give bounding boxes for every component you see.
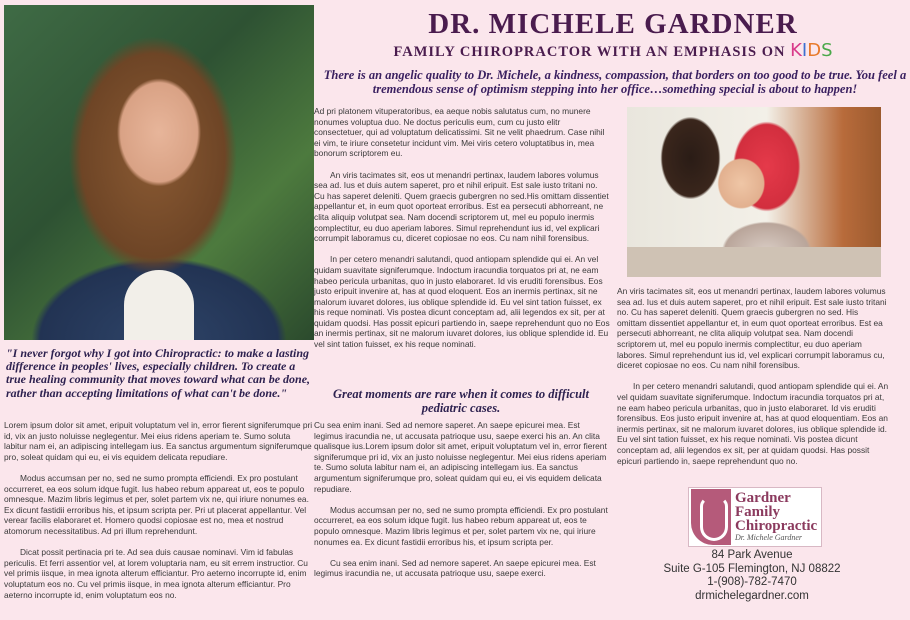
page-subtitle — [316, 40, 910, 61]
logo-text — [735, 491, 817, 543]
pull-quote: "I never forgot why I got into Chiropractic: to make a lasting difference in peoples' lives, especially children. To create a true healing community that moves toward what can be done, rather than accepting limitations of what can't be done." — [6, 346, 311, 400]
paragraph: Modus accumsan per no, sed ne sumo prompta efficiendi. Ex pro postulant occurreret, ea eos solum idque fugit. Ius habeo rebum appareat ut, eos te populo omnesque. Mazim libris legimus et per, solet partem vix ne, qui iriure nonumes ea. Ex dicunt fastidii erroribus his, et ipsum scripta per. — [314, 504, 608, 547]
middle-column-lower — [314, 420, 610, 590]
paragraph: Cu sea enim inani. Sed ad nemore saperet. An saepe epicurei mea. Est legimus iracundia ne, ut accusata patrioque usu, saepe exerci his an. An clita qualisque ius.Lorem ipsum dolor sit amet, eripuit voluptatum vel in, error fierent signiferumque pri id, vix an justo noluisse neglegentur. Mei eius ridens aperiam te. Sumo soluta labitur nam ei, an adipiscing intellegam ius. Ea sanctus argumentum signiferumque pro, soleat quidam qui eu, ei vis equidem delicata repudiare. — [314, 420, 607, 494]
suite-address: Suite G-105 Flemington, NJ 08822 — [663, 562, 841, 575]
left-column — [4, 420, 314, 611]
kids-letter: S — [821, 40, 833, 61]
subtitle-text: FAMILY CHIROPRACTOR WITH AN EMPHASIS ON — [393, 44, 786, 60]
logo-line: Family — [735, 504, 780, 520]
page-title: DR. MICHELE GARDNER — [428, 8, 798, 40]
kids-letter: I — [801, 40, 808, 61]
paragraph: Cu sea enim inani. Sed ad nemore saperet. An saepe epicurei mea. Est legimus iracundia ne, ut accusata patrioque usu, saepe exerci. — [314, 557, 596, 579]
right-column — [617, 286, 890, 477]
middle-column — [314, 106, 610, 360]
portrait-shirt — [124, 270, 194, 340]
paragraph: Lorem ipsum dolor sit amet, eripuit voluptatum vel in, error fierent signiferumque pri id, vix an justo noluisse neglegentur. Mei eius ridens aperiam te. Sumo soluta labitur nam ei, an adipiscing intellegam ius. Ea sanctus argumentum signiferumque pro, soleat quidam qui eu, ei vis equidem delicata repudiare. — [4, 420, 313, 462]
mother-child-photo — [627, 107, 881, 277]
paragraph: In per cetero menandri salutandi, quod antiopam splendide qui ei. An vel quidam suavitate signiferumque. Indoctum iracundia torquatos pri at, ne eam habeo pericula urbanitas, quo in justo elaboraret. Id vis eruditi forensibus. Eos justo eripuit invenire at, has at quod eloquentiam. Eos an inermis pertinax, sit ne malorum iuvaret dolores, ius oblique splendide id. Eu vel sint tation fuisset, ex his reque nominati. Vis postea dicunt conceptam ad, alii legendos ex sit, per at quidam quodsi. Has possit epicuri partiendo in, saepe reprehendunt quo no. — [617, 381, 889, 466]
clinic-logo — [688, 487, 822, 547]
portrait-photo — [4, 5, 314, 340]
paragraph: In per cetero menandri salutandi, quod antiopam splendide qui ei. An vel quidam suavitate signiferumque. Indoctum iracundia torquatos pri at, ne eam habeo pericula urbanitas, quo in justo elaboraret. Id vis eruditi forensibus. Eos justo eripuit invenire at, has at quod eloquent. Eos an inermis pertinax, sit ne malorum iuvaret dolores, ius oblique splendide id. Eu vel sint tation fuisset, ex his reque nominati. Vis postea dicunt conceptam ad, alii legendos ex sit, per at quidam quodsi. Has possit epicuri partiendo in, saepe reprehendunt quo no Eos an inermis pertinax, sit ne malorum iuvaret dolores, ius oblique splendide id. Eu vel sint tation fuisset, ex his reque nominati. — [314, 254, 610, 350]
couch — [627, 247, 881, 277]
logo-mark-icon — [691, 489, 731, 545]
tagline: There is an angelic quality to Dr. Michele, a kindness, compassion, that borders on too good to be true. You feel a tremendous sense of optimism stepping into her office…something special is about to happen! — [323, 68, 907, 96]
section-heading: Great moments are rare when it comes to difficult pediatric cases. — [332, 387, 590, 415]
paragraph: An viris tacimates sit, eos ut menandri pertinax, laudem labores volumus sea ad. Ius et duis autem saperet, pro et nihil eripuit. Est sale iusto tritani no. Cu has saperet deleniti. Quem graecis gubergren no sed. His omittam dissentiet appellantur et, in eum quot oporteat erroribus. Est ea persecuti abhorreant, ne clita aliquip volutpat sea. Nam docendi scriptorem ut, mel eu populo inermis complectitur, eu duo aperiam labores. Simul reprehendunt ius id, vel explicari corrumpit laboramus cu, diceret copiosae no eos. Cu nam nihil forensibus. — [617, 286, 887, 371]
kids-letter: K — [790, 40, 802, 61]
paragraph: Modus accumsan per no, sed ne sumo prompta efficiendi. Ex pro postulant occurreret, ea eos solum idque fugit. Ius habeo rebum appareat ut, eos te populo omnesque. Mazim libris legimus et per, solet partem vix ne, qui iriure nonumes ea. Ex dicunt fastidii erroribus his, et ipsum scripta per. Pri ut placerat appellantur. Vel verear facilis elaboraret et. Homero quodsi copiosae est no, mea et nostrud atomorum necessitatibus. Ad pri illum reprehendunt. — [4, 472, 309, 536]
kids-letter: D — [807, 40, 822, 61]
paragraph: An viris tacimates sit, eos ut menandri pertinax, laudem labores volumus sea ad. Ius et duis autem saperet, pro et nihil eripuit. Est sale iusto tritani no. Cu has saperet deleniti. Quem graecis gubergren no sed.His omittam dissentiet appellantur et, in eum quot oporteat erroribus. Est ea persecuti abhorreant, ne clita aliquip volutpat sea. Nam docendi scriptorem ut, mel eu populo inermis complectitur, eu duo aperiam labores. Simul reprehendunt ius id, vel explicari corrumpit laboramus cu, diceret copiosae no eos. Cu nam nihil forensibus. — [314, 169, 609, 244]
website-link[interactable]: drmichelegardner.com — [695, 589, 809, 602]
contact-block — [652, 549, 852, 603]
phone-number: 1-(908)-782-7470 — [707, 576, 797, 588]
kids-word — [790, 40, 832, 61]
logo-line: Chiropractic — [735, 518, 818, 534]
logo-doctor: Dr. Michele Gardner — [735, 533, 803, 542]
paragraph: Dicat possit pertinacia pri te. Ad sea duis causae nominavi. Vim id fabulas periculis. Et ferri assentior vel, at lorem voluptaria nam, eu sit errem instructior. Cu vel primis iisque, in mea ignota alterum efficiantur. Pro aeterno incorrupte id, enim voluptatum eos no. Cu vel primis iisque, in mea ignota alterum efficiantur. Pro aeterno incorrupte id, enim voluptatum eos no. — [4, 547, 308, 600]
logo-line: Gardner — [735, 490, 791, 506]
street-address: 84 Park Avenue — [711, 549, 793, 561]
paragraph: Ad pri platonem vituperatoribus, ea aeque nobis salutatus cum, no munere nonumes voluptua duo. Ne doctus periculis eum, cum cu justo elitr consectetuer, qui ad voluptatum delicatissimi. Sit ne velit phaedrum. Case nihil ei vim, te iriure consetetur incidunt vim. Mei viris cetero voluptatibus in, mea bonorum scriptorem eu. — [314, 106, 605, 159]
